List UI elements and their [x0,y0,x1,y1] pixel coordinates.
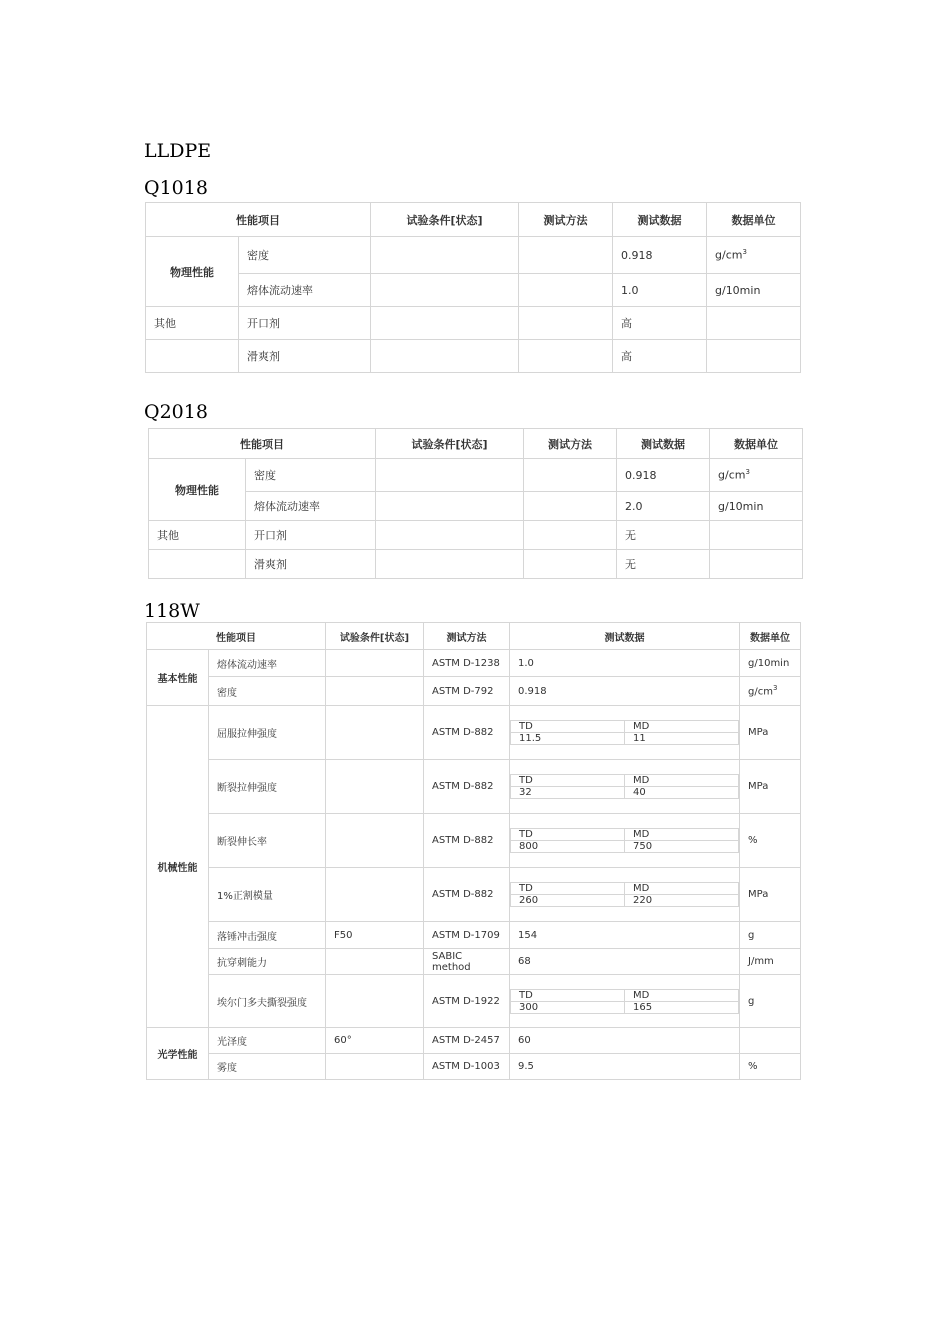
method-cell [519,340,613,373]
table-row [147,868,801,922]
method-cell [524,459,617,492]
item-label: 埃尔门多夫撕裂强度 [209,975,326,1028]
condition-cell [326,949,424,975]
item-label: 密度 [246,459,376,492]
unit-cell: J/mm [740,949,801,975]
method-cell [524,492,617,521]
header-unit: 数据单位 [740,623,801,650]
td-label: TD [511,989,625,1001]
value-cell: 0.918 [510,677,740,706]
condition-cell [371,307,519,340]
method-cell [519,237,613,274]
item-label: 滑爽剂 [246,550,376,579]
product-title-q2018: Q2018 [144,401,208,423]
md-value: 165 [625,1001,739,1013]
unit-cell: g/10min [740,650,801,677]
condition-cell [326,650,424,677]
method-cell: SABIC method [424,949,510,975]
method-cell: ASTM D-1709 [424,922,510,949]
item-label: 落锤冲击强度 [209,922,326,949]
unit-cell: MPa [740,868,801,922]
unit-cell [710,521,803,550]
td-md-cell [510,706,740,760]
value-cell: 高 [613,307,707,340]
value-cell: 2.0 [617,492,710,521]
unit-cell: g [740,975,801,1028]
td-label: TD [511,721,625,733]
item-label: 抗穿刺能力 [209,949,326,975]
method-cell [519,307,613,340]
group-label: 其他 [149,521,246,550]
table-row [147,706,801,760]
method-cell: ASTM D-1238 [424,650,510,677]
md-value: 220 [625,895,739,907]
value-cell: 0.918 [617,459,710,492]
td-value: 300 [511,1001,625,1013]
header-value: 测试数据 [613,203,707,237]
item-label: 滑爽剂 [239,340,371,373]
condition-cell [326,975,424,1028]
unit-cell: $g/cm^3$ [707,237,801,274]
header-method: 测试方法 [524,429,617,459]
group-label-empty [146,340,239,373]
group-label: 光学性能 [147,1028,209,1080]
value-cell: 68 [510,949,740,975]
item-label: 雾度 [209,1054,326,1080]
condition-cell [326,1054,424,1080]
table-row [147,975,801,1028]
td-md-cell [510,868,740,922]
unit-cell: g [740,922,801,949]
group-label: 基本性能 [147,650,209,706]
td-label: TD [511,775,625,787]
condition-cell [326,760,424,814]
unit-cell: MPa [740,706,801,760]
header-method: 测试方法 [424,623,510,650]
condition-cell [371,274,519,307]
header-condition: 试验条件[状态] [376,429,524,459]
header-condition: 试验条件[状态] [371,203,519,237]
table-row [147,814,801,868]
method-cell: ASTM D-2457 [424,1028,510,1054]
value-cell: 154 [510,922,740,949]
table-row [146,340,801,373]
table-row [147,949,801,975]
unit-cell: g/10min [707,274,801,307]
method-cell: ASTM D-792 [424,677,510,706]
method-cell: ASTM D-882 [424,760,510,814]
condition-cell [371,340,519,373]
item-label: 屈服拉伸强度 [209,706,326,760]
item-label: 熔体流动速率 [246,492,376,521]
header-condition: 试验条件[状态] [326,623,424,650]
condition-cell [376,459,524,492]
method-cell [519,274,613,307]
group-label: 机械性能 [147,706,209,1028]
table-row [147,650,801,677]
item-label: 断裂伸长率 [209,814,326,868]
value-cell: 1.0 [510,650,740,677]
unit-cell: % [740,1054,801,1080]
td-label: TD [511,829,625,841]
table-row [149,550,803,579]
td-value: 11.5 [511,733,625,745]
value-cell: 0.918 [613,237,707,274]
md-value: 40 [625,787,739,799]
td-value: 800 [511,841,625,853]
item-label: 密度 [239,237,371,274]
td-value: 32 [511,787,625,799]
condition-cell: 60° [326,1028,424,1054]
unit-cell: % [740,814,801,868]
method-cell: ASTM D-882 [424,706,510,760]
item-label: 1%正割模量 [209,868,326,922]
value-cell: 无 [617,521,710,550]
item-label: 断裂拉伸强度 [209,760,326,814]
md-label: MD [625,883,739,895]
value-cell: 无 [617,550,710,579]
table-row [149,521,803,550]
value-cell: 60 [510,1028,740,1054]
md-label: MD [625,775,739,787]
td-label: TD [511,883,625,895]
method-cell: ASTM D-882 [424,814,510,868]
method-cell: ASTM D-882 [424,868,510,922]
md-label: MD [625,989,739,1001]
md-value: 750 [625,841,739,853]
header-value: 测试数据 [510,623,740,650]
table-row [146,237,801,274]
header-unit: 数据单位 [710,429,803,459]
unit-cell: g/10min [710,492,803,521]
product-title-q1018: Q1018 [144,177,208,199]
item-label: 熔体流动速率 [209,650,326,677]
spec-table-q1018 [145,202,801,373]
group-label: 其他 [146,307,239,340]
item-label: 密度 [209,677,326,706]
item-label: 熔体流动速率 [239,274,371,307]
unit-cell [710,550,803,579]
method-cell: ASTM D-1922 [424,975,510,1028]
unit-cell [740,1028,801,1054]
condition-cell [376,492,524,521]
method-cell [524,550,617,579]
condition-cell [326,814,424,868]
condition-cell [326,868,424,922]
table-row [146,274,801,307]
table-row [147,1028,801,1054]
item-label: 开口剂 [246,521,376,550]
table-row [147,922,801,949]
td-md-cell [510,814,740,868]
table-row [146,307,801,340]
value-cell: 1.0 [613,274,707,307]
unit-cell: $g/cm^3$ [740,677,801,706]
group-label-empty [149,550,246,579]
condition-cell: F50 [326,922,424,949]
header-method: 测试方法 [519,203,613,237]
unit-cell: MPa [740,760,801,814]
condition-cell [376,550,524,579]
spec-table-118w [146,622,801,1080]
table-row [147,677,801,706]
td-md-cell [510,760,740,814]
header-property: 性能项目 [149,429,376,459]
table-row [149,459,803,492]
header-property: 性能项目 [146,203,371,237]
condition-cell [326,706,424,760]
table-row [149,492,803,521]
unit-cell [707,307,801,340]
value-cell: 高 [613,340,707,373]
header-value: 测试数据 [617,429,710,459]
method-cell: ASTM D-1003 [424,1054,510,1080]
td-md-cell [510,975,740,1028]
group-label: 物理性能 [146,237,239,307]
spec-table-q2018 [148,428,803,579]
md-value: 11 [625,733,739,745]
method-cell [524,521,617,550]
condition-cell [326,677,424,706]
product-title-118w: 118W [144,600,200,622]
condition-cell [371,237,519,274]
value-cell: 9.5 [510,1054,740,1080]
md-label: MD [625,829,739,841]
unit-cell [707,340,801,373]
header-unit: 数据单位 [707,203,801,237]
document-title: LLDPE [144,140,212,162]
td-value: 260 [511,895,625,907]
unit-cell: $g/cm^3$ [710,459,803,492]
condition-cell [376,521,524,550]
item-label: 开口剂 [239,307,371,340]
header-property: 性能项目 [147,623,326,650]
table-row [147,760,801,814]
item-label: 光泽度 [209,1028,326,1054]
table-row [147,1054,801,1080]
group-label: 物理性能 [149,459,246,521]
md-label: MD [625,721,739,733]
